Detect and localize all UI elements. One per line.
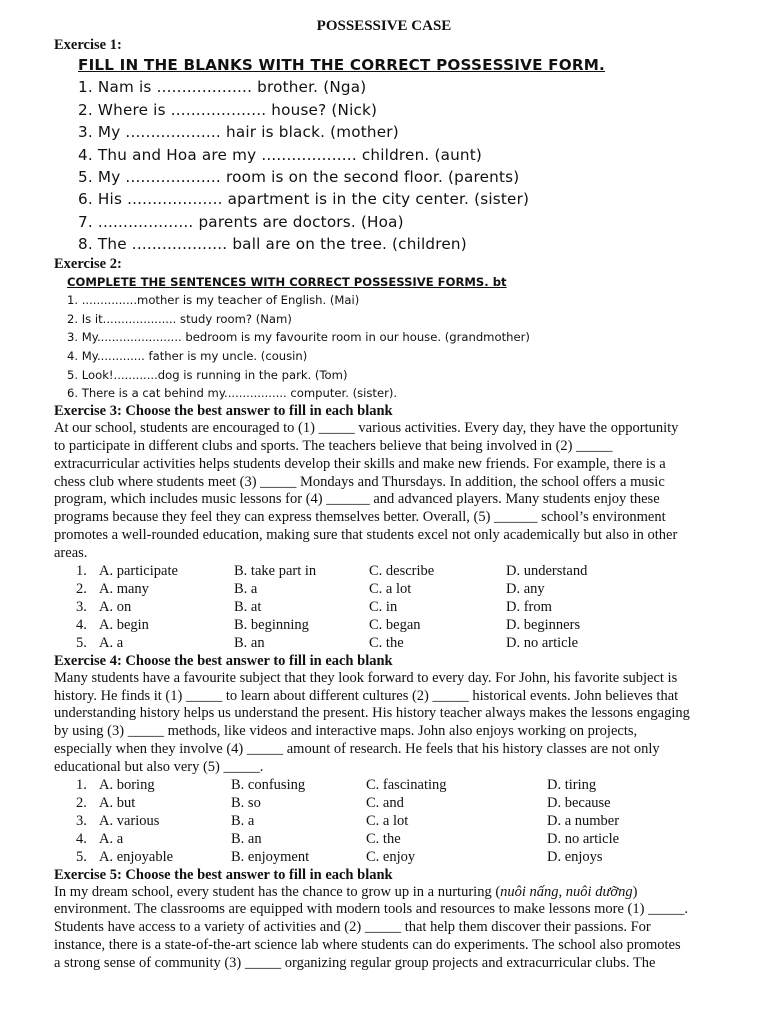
option-number: 2. xyxy=(76,580,87,597)
passage-line: programs because they feel they can express themselves better. Overall, (5) ______ school’s environment xyxy=(54,509,666,526)
exercise-2-item: 3. My....................... bedroom is my favourite room in our house. (grandmother) xyxy=(67,330,530,345)
option-a: A. boring xyxy=(99,777,155,794)
option-row xyxy=(76,831,768,849)
option-a: A. a xyxy=(99,830,124,847)
exercise-1-item: 3. My ................... hair is black. (mother) xyxy=(78,123,399,142)
exercise-4-heading: Exercise 4: Choose the best answer to fill in each blank xyxy=(54,652,393,669)
exercise-1-item: 2. Where is ................... house? (Nick) xyxy=(78,100,378,119)
option-b: B. enjoyment xyxy=(231,848,310,865)
page-title: POSSESSIVE CASE xyxy=(316,18,452,34)
option-c: C. a lot xyxy=(366,812,409,829)
exercise-1-block xyxy=(78,54,768,256)
option-c: C. a lot xyxy=(369,580,412,597)
option-number: 5. xyxy=(76,634,87,651)
option-d: D. a number xyxy=(547,812,620,829)
passage-line: environment. The classrooms are equipped with modern tools and resources to make lessons more (1) _____. xyxy=(54,901,688,918)
passage-line: instance, there is a state-of-the-art science lab where students can do experiments. The school also promotes xyxy=(54,937,681,954)
option-b: B. a xyxy=(234,580,258,597)
exercise-2-heading: Exercise 2: xyxy=(54,255,122,272)
passage-line: extracurricular activities helps students develop their skills and make new friends. For example, there is a xyxy=(54,455,666,472)
option-row xyxy=(76,635,768,653)
option-c: C. in xyxy=(369,598,398,615)
option-c: C. and xyxy=(366,794,404,811)
passage-line: Students have access to a variety of activities and (2) _____ that help them discover their passions. For xyxy=(54,919,651,936)
option-a: A. various xyxy=(99,812,160,829)
option-d: D. because xyxy=(547,794,611,811)
option-d: D. no article xyxy=(547,830,620,847)
passage-line: promotes a well-rounded education, making sure that students excel not only academically but also in other xyxy=(54,527,678,544)
exercise-3-options xyxy=(76,563,768,653)
passage-line: to participate in different clubs and sports. The teachers believe that being involved in (2) _____ xyxy=(54,437,613,454)
passage-line: areas. xyxy=(54,545,88,562)
passage-text: ) xyxy=(632,883,638,900)
exercise-1-heading: Exercise 1: xyxy=(54,37,122,53)
passage-line: a strong sense of community (3) _____ organizing regular group projects and extracurricular clubs. The xyxy=(54,955,656,972)
option-b: B. at xyxy=(234,598,262,615)
exercise-3-passage xyxy=(54,420,714,563)
exercise-2-item: 2. Is it.................... study room? (Nam) xyxy=(67,311,292,326)
exercise-1-instruction: FILL IN THE BLANKS WITH THE CORRECT POSSESSIVE FORM. xyxy=(78,56,606,74)
option-a: A. begin xyxy=(99,616,149,633)
exercise-2-instruction: COMPLETE THE SENTENCES WITH CORRECT POSSESSIVE FORMS. bt xyxy=(67,274,507,289)
option-row xyxy=(76,795,768,813)
passage-line: understanding history helps us understand the present. His history teacher always makes the lessons engaging xyxy=(54,705,690,722)
option-c: C. fascinating xyxy=(366,777,447,794)
option-c: C. the xyxy=(369,634,404,651)
exercise-1-item: 1. Nam is ................... brother. (Nga) xyxy=(78,78,367,97)
option-b: B. an xyxy=(234,634,265,651)
option-d: D. enjoys xyxy=(547,848,603,865)
exercise-1-item: 6. His ................... apartment is in the city center. (sister) xyxy=(78,190,530,209)
option-number: 1. xyxy=(76,563,87,580)
option-a: A. but xyxy=(99,794,136,811)
exercise-2-item: 1. ...............mother is my teacher of English. (Mai) xyxy=(67,293,360,308)
option-number: 4. xyxy=(76,616,87,633)
option-a: A. many xyxy=(99,580,149,597)
option-number: 5. xyxy=(76,848,87,865)
option-row xyxy=(76,849,768,867)
option-d: D. any xyxy=(506,580,545,597)
option-d: D. tiring xyxy=(547,777,597,794)
option-row xyxy=(76,777,768,795)
passage-line: Many students have a favourite subject that they look forward to every day. For John, his favorite subject is xyxy=(54,669,678,686)
option-c: C. began xyxy=(369,616,421,633)
option-number: 4. xyxy=(76,830,87,847)
option-b: B. take part in xyxy=(234,563,317,580)
exercise-2-item: 5. Look!............dog is running in the park. (Tom) xyxy=(67,367,348,382)
passage-line: especially when they involve (4) _____ amount of research. He feels that his history classes are not only xyxy=(54,741,660,758)
option-row xyxy=(76,617,768,635)
exercise-2-item: 6. There is a cat behind my................. computer. (sister). xyxy=(67,386,398,401)
option-d: D. beginners xyxy=(506,616,581,633)
passage-line: At our school, students are encouraged to (1) _____ various activities. Every day, they have the opportunity xyxy=(54,419,679,436)
exercise-1-item: 7. ................... parents are doctors. (Hoa) xyxy=(78,212,404,231)
option-c: C. enjoy xyxy=(366,848,416,865)
passage-line: educational but also very (5) _____. xyxy=(54,759,264,776)
exercise-1-item: 8. The ................... ball are on the tree. (children) xyxy=(78,235,467,254)
exercise-2-block xyxy=(67,273,768,403)
option-number: 1. xyxy=(76,777,87,794)
option-d: D. understand xyxy=(506,563,588,580)
passage-line: history. He finds it (1) _____ to learn about different cultures (2) _____ historical events. John believes that xyxy=(54,687,679,704)
exercise-4-passage xyxy=(54,670,714,777)
vietnamese-gloss: nuôi nấng, nuôi dưỡng xyxy=(500,883,633,900)
passage-line: by using (3) _____ methods, like videos and interactive maps. John also enjoys working on projects, xyxy=(54,723,638,740)
option-a: A. participate xyxy=(99,563,178,580)
passage-line xyxy=(54,884,714,902)
option-row xyxy=(76,563,768,581)
exercise-4-options xyxy=(76,777,768,867)
exercise-5-passage xyxy=(54,884,714,974)
option-a: A. on xyxy=(99,598,132,615)
option-row xyxy=(76,581,768,599)
passage-line: program, which includes music lessons for (4) ______ and advanced players. Many students enjoy these xyxy=(54,491,660,508)
option-number: 2. xyxy=(76,794,87,811)
exercise-3-heading: Exercise 3: Choose the best answer to fill in each blank xyxy=(54,402,393,419)
option-b: B. so xyxy=(231,794,261,811)
option-row xyxy=(76,813,768,831)
exercise-2-item: 4. My............. father is my uncle. (cousin) xyxy=(67,349,308,364)
option-a: A. enjoyable xyxy=(99,848,174,865)
exercise-1-item: 4. Thu and Hoa are my ................... children. (aunt) xyxy=(78,145,483,164)
option-b: B. confusing xyxy=(231,777,306,794)
option-b: B. an xyxy=(231,830,262,847)
option-number: 3. xyxy=(76,598,87,615)
option-c: C. describe xyxy=(369,563,435,580)
option-d: D. no article xyxy=(506,634,579,651)
option-a: A. a xyxy=(99,634,124,651)
option-c: C. the xyxy=(366,830,401,847)
passage-line: chess club where students meet (3) _____ Mondays and Thursdays. In addition, the school offers a music xyxy=(54,473,665,490)
option-row xyxy=(76,599,768,617)
option-number: 3. xyxy=(76,812,87,829)
passage-text: In my dream school, every student has the chance to grow up in a nurturing ( xyxy=(54,883,501,900)
option-b: B. beginning xyxy=(234,616,309,633)
option-b: B. a xyxy=(231,812,255,829)
exercise-1-item: 5. My ................... room is on the second floor. (parents) xyxy=(78,168,520,187)
option-d: D. from xyxy=(506,598,552,615)
exercise-5-heading: Exercise 5: Choose the best answer to fill in each blank xyxy=(54,866,393,883)
